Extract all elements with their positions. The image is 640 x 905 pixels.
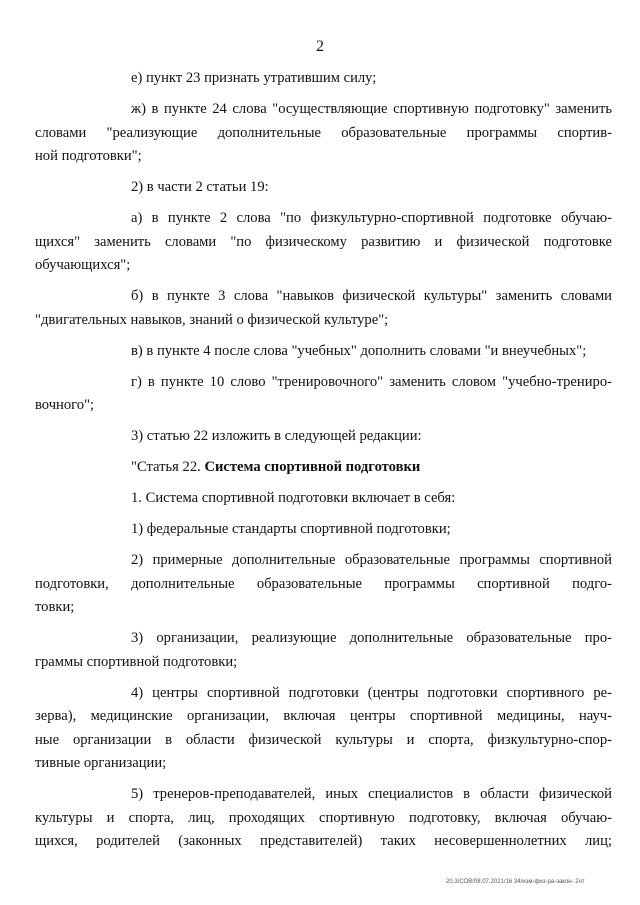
paragraph-sub-3	[35, 627, 612, 674]
text-line: зерва), медицинские организации, включая центры спортивной медицины, науч-	[35, 708, 612, 724]
text-line: 3) статью 22 изложить в следующей редакции:	[131, 428, 422, 444]
paragraph-item-zh	[35, 98, 612, 169]
text-line: 1) федеральные стандарты спортивной подготовки;	[131, 521, 451, 537]
text-line: г) в пункте 10 слово "тренировочного" заменить словом "учебно-трениро-	[131, 373, 612, 390]
article-heading-title: Система спортивной подготовки	[204, 459, 421, 475]
text-line: 1. Система спортивной подготовки включает в себя:	[131, 490, 456, 506]
paragraph-clause-1	[83, 487, 612, 511]
text-line: 2) примерные дополнительные образовательные программы спортивной	[131, 552, 612, 568]
text-line: 4) центры спортивной подготовки (центры подготовки спортивного ре-	[131, 684, 612, 701]
paragraph-article-19	[83, 176, 612, 200]
text-line: товки;	[35, 599, 75, 615]
text-line: культуры и спорта, лиц, проходящих спортивную подготовку, включая обучаю-	[35, 809, 612, 826]
text-line: "двигательных навыков, знаний о физической культуре";	[35, 311, 389, 328]
paragraph-sub-2	[35, 549, 612, 620]
document-body	[35, 67, 612, 854]
paragraph-item-a	[35, 207, 612, 278]
paragraph-item-e	[83, 67, 612, 91]
paragraph-item-g	[35, 371, 612, 418]
text-line: е) пункт 23 признать утратившим силу;	[131, 70, 377, 86]
text-line: обучающихся";	[35, 257, 131, 273]
text-line: 3) организации, реализующие дополнительные образовательные про-	[131, 630, 612, 646]
paragraph-article-22	[83, 425, 612, 449]
paragraph-sub-1	[83, 518, 612, 542]
paragraph-item-v	[83, 340, 612, 364]
text-line: а) в пункте 2 слова "по физкультурно-спортивной подготовке обучаю-	[131, 210, 612, 226]
article-heading-line	[83, 456, 612, 480]
text-line: вочного";	[35, 397, 95, 413]
paragraph-item-b	[35, 285, 612, 332]
text-line: ж) в пункте 24 слова "осуществляющие спортивную подготовку" заменить	[131, 101, 612, 117]
text-line: граммы спортивной подготовки;	[35, 653, 238, 670]
text-line: ные организации в области физической культуры и спорта, физкультурно-спор-	[35, 731, 612, 748]
article-heading	[83, 456, 612, 480]
text-line: б) в пункте 3 слова "навыков физической культуры" заменить словами	[131, 288, 612, 304]
page-number: 2	[316, 38, 324, 55]
article-heading-prefix: "Статья 22.	[131, 459, 205, 475]
footer-document-code: 20.3/СОВ/08.07.2021/16 34/изм-физ-ра-закон- 2чт	[446, 879, 585, 885]
text-line: тивные организации;	[35, 755, 167, 771]
text-line: в) в пункте 4 после слова "учебных" дополнить словами "и внеучебных";	[131, 342, 587, 359]
text-line: ной подготовки";	[35, 148, 142, 164]
text-line: щихся" заменить словами "по физическому развитию и физической подготовке	[35, 233, 612, 250]
paragraph-sub-4	[35, 682, 612, 776]
text-line: 2) в части 2 статьи 19:	[131, 179, 269, 195]
paragraph-sub-5	[35, 783, 612, 854]
text-line: подготовки, дополнительные образовательные программы спортивной подго-	[35, 575, 612, 592]
text-line: щихся, родителей (законных представителей) таких несовершеннолетних лиц;	[35, 833, 612, 849]
text-line: словами "реализующие дополнительные образовательные программы спортив-	[35, 124, 612, 141]
text-line: 5) тренеров-преподавателей, иных специалистов в области физической	[131, 786, 612, 802]
